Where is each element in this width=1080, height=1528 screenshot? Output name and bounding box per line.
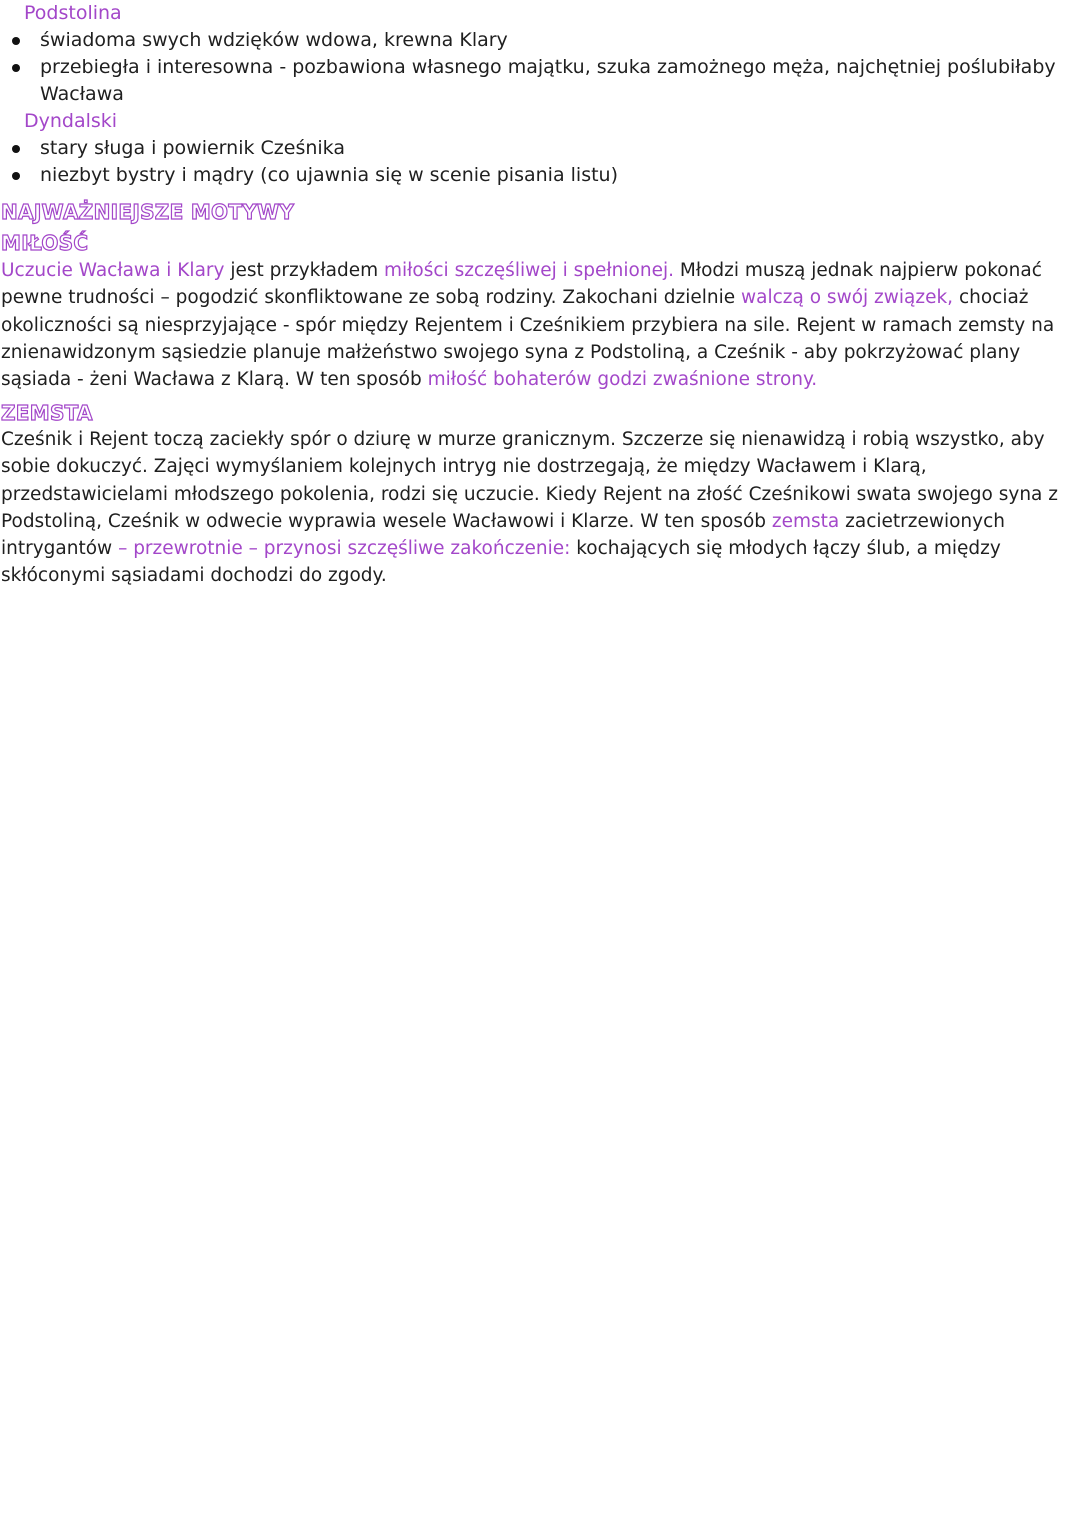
love-heading: MIŁOŚĆ [1,231,89,255]
list-item: stary sługa i powiernik Cześnika [0,135,1060,162]
body-text: Młodzi muszą jednak najpierw pokonać pewne trudności – pogodzić skonfliktowane ze sobą rodziny. Zakochani dzielnie [1,260,1042,309]
revenge-paragraph [1,426,1079,590]
highlight-text: Uczucie Wacława i Klary [1,260,225,281]
list-item: przebiegła i interesowna - pozbawiona własnego majątku, szuka zamożnego męża, najchętniej poślubiłaby Wacława [0,54,1060,108]
highlight-text: miłości szczęśliwej i spełnionej. [384,260,674,281]
podstolina-traits-list [0,27,1060,108]
highlight-text: zemsta [771,510,840,532]
character-name-podstolina: Podstolina [24,2,122,24]
list-item: świadoma swych wdzięków wdowa, krewna Klary [0,27,1060,54]
dyndalski-traits-list [0,135,1060,189]
revenge-heading: ZEMSTA [1,401,93,425]
character-name-dyndalski: Dyndalski [24,110,118,132]
highlight-text: walczą o swój związek, [741,287,954,309]
motifs-heading: NAJWAŻNIEJSZE MOTYWY [1,200,295,224]
list-item: niezbyt bystry i mądry (co ujawnia się w scenie pisania listu) [0,162,1060,189]
body-text: zacietrzewionych intrygantów [1,510,1005,560]
body-text: chociaż okoliczności są niesprzyjające - spór między Rejentem i Cześnikiem przybiera na sile. Rejent w ramach zemsty na znienawidzonym sąsiedzie planuje małżeństwo swojego syna z Podstoliną, a Cześnik - aby pokrzyżować plany sąsiada - żeni Wacława z Klarą. W ten sposób [1,287,1055,391]
highlight-text: miłość bohaterów godzi zwaśnione strony. [427,369,818,391]
highlight-text: – przewrotnie – przynosi szczęśliwe zakończenie: [118,538,571,560]
love-paragraph [1,257,1079,393]
body-text: kochających się młodych łączy ślub, a między skłóconymi sąsiadami dochodzi do zgody. [1,538,1001,587]
body-text: jest przykładem [224,260,384,281]
body-text: Cześnik i Rejent toczą zaciekły spór o dziurę w murze granicznym. Szczerze się nienawidzą i robią wszystko, aby sobie dokuczyć. Zajęci wymyślaniem kolejnych intryg nie dostrzegają, że między Wacławem i Klarą, przedstawicielami młodszego pokolenia, rodzi się uczucie. Kiedy Rejent na złość Cześnikowi swata swojego syna z Podstoliną, Cześnik w odwecie wyprawia wesele Wacławowi i Klarze. W ten sposób [1,429,1058,532]
